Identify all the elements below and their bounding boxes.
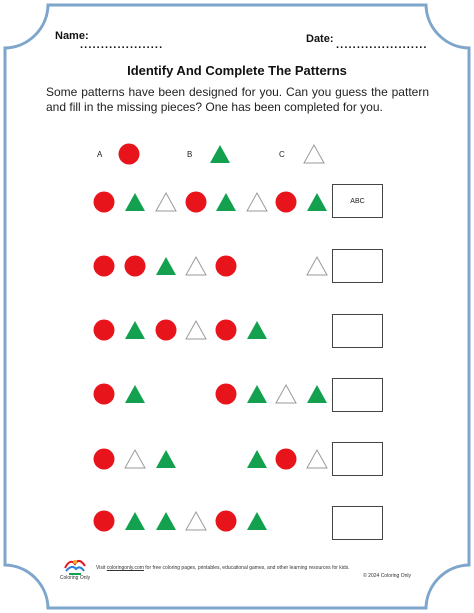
row-5-item-6-filled-triangle — [247, 450, 267, 468]
row-2-item-4-outline-triangle — [186, 257, 206, 275]
row-6-item-3-filled-triangle — [156, 512, 176, 530]
row-4-item-8-filled-triangle — [307, 385, 327, 403]
row-3-item-1-circle — [94, 320, 115, 341]
row-1-item-5-filled-triangle — [216, 193, 236, 211]
row-5-item-3-filled-triangle — [156, 450, 176, 468]
footer-text — [96, 564, 411, 580]
row-2-item-5-circle — [216, 256, 237, 277]
row-1-item-1-circle — [94, 192, 115, 213]
key-letter-c: C — [279, 150, 285, 159]
row-1-item-3-outline-triangle — [156, 193, 176, 211]
row-3-item-5-circle — [216, 320, 237, 341]
row-2-item-8-outline-triangle — [307, 257, 327, 275]
row-2-item-3-filled-triangle — [156, 257, 176, 275]
answer-box-row-4[interactable] — [332, 378, 383, 412]
key-c-outline-triangle — [304, 145, 324, 163]
row-4-item-5-circle — [216, 384, 237, 405]
row-2-item-1-circle — [94, 256, 115, 277]
instructions: Some patterns have been designed for you. Can you guess the pattern and fill in the missing pieces? One has been completed for you. — [46, 85, 429, 114]
footer-text-before: Visit — [96, 565, 107, 571]
row-3-item-3-circle — [156, 320, 177, 341]
name-field[interactable]: ···················· — [80, 42, 164, 54]
name-label: Name: — [55, 30, 89, 42]
row-4-item-7-outline-triangle — [276, 385, 296, 403]
answer-box-row-3[interactable] — [332, 314, 383, 348]
row-6-item-2-filled-triangle — [125, 512, 145, 530]
row-5-item-1-circle — [94, 449, 115, 470]
row-6-item-4-outline-triangle — [186, 512, 206, 530]
date-field[interactable]: ······················ — [336, 42, 428, 54]
footer-copyright: © 2024 Coloring Only — [363, 573, 411, 579]
row-1-item-2-filled-triangle — [125, 193, 145, 211]
key-letter-a: A — [97, 150, 103, 159]
row-6-item-6-filled-triangle — [247, 512, 267, 530]
answer-box-row-5[interactable] — [332, 442, 383, 476]
key-letter-b: B — [187, 150, 193, 159]
row-3-item-4-outline-triangle — [186, 321, 206, 339]
row-2-item-2-circle — [125, 256, 146, 277]
coloring-only-logo-icon — [62, 556, 88, 576]
row-3-item-2-filled-triangle — [125, 321, 145, 339]
row-5-item-7-circle — [276, 449, 297, 470]
row-6-item-1-circle — [94, 511, 115, 532]
row-3-item-6-filled-triangle — [247, 321, 267, 339]
answer-box-row-1[interactable]: ABC — [332, 184, 383, 218]
row-4-item-1-circle — [94, 384, 115, 405]
row-1-item-8-filled-triangle — [307, 193, 327, 211]
answer-box-row-2[interactable] — [332, 249, 383, 283]
row-1-item-7-circle — [276, 192, 297, 213]
footer-link[interactable]: coloringonly.com — [106, 565, 144, 571]
row-1-item-6-outline-triangle — [247, 193, 267, 211]
row-6-item-5-circle — [216, 511, 237, 532]
row-5-item-2-outline-triangle — [125, 450, 145, 468]
footer-text-after: for free coloring pages, printables, educational games, and other learning resources for kids. — [143, 565, 350, 571]
row-1-item-4-circle — [186, 192, 207, 213]
row-4-item-2-filled-triangle — [125, 385, 145, 403]
logo-caption: Coloring Only — [59, 575, 91, 581]
key-b-filled-triangle — [210, 145, 230, 163]
row-5-item-8-outline-triangle — [307, 450, 327, 468]
row-4-item-6-filled-triangle — [247, 385, 267, 403]
date-label: Date: — [306, 33, 334, 45]
answer-box-row-6[interactable] — [332, 506, 383, 540]
key-a-circle — [119, 144, 140, 165]
page-title: Identify And Complete The Patterns — [127, 63, 347, 78]
